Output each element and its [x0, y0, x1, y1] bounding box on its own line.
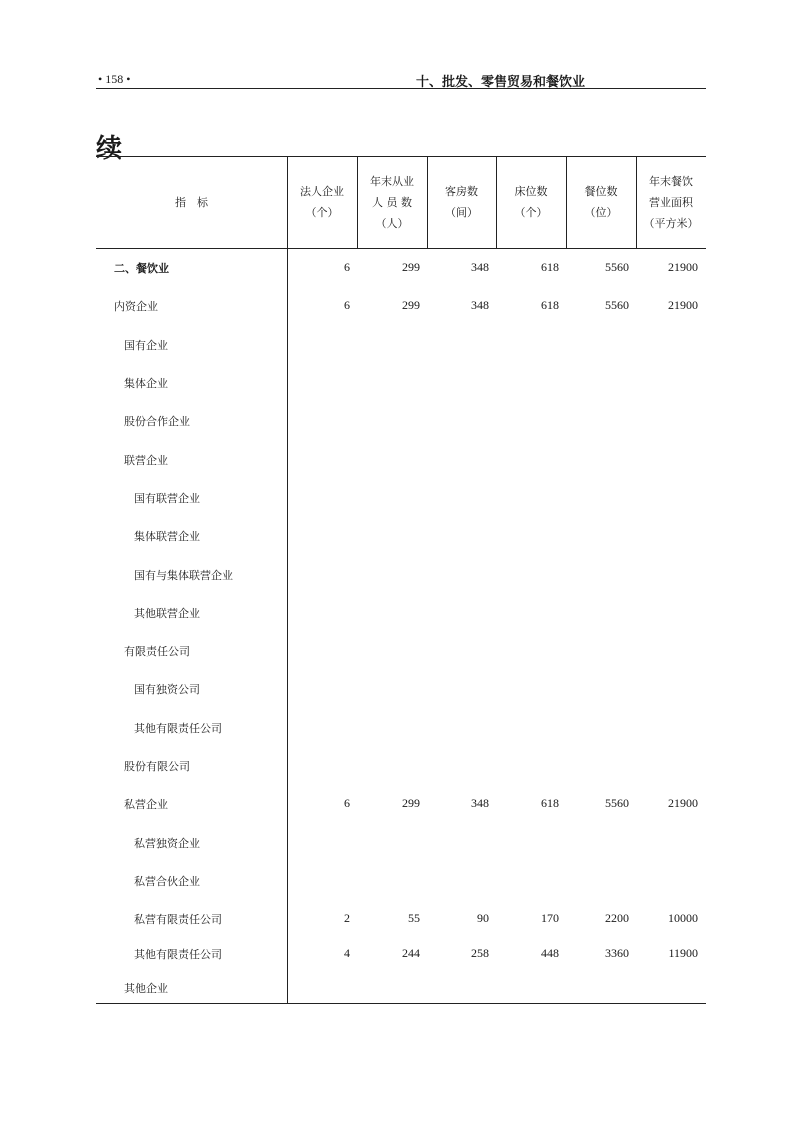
table-row — [96, 643, 706, 661]
row-label: 集体联营企业 — [134, 530, 200, 543]
column-header: 年末从业 人 员 数 （人） — [370, 174, 414, 230]
table-row — [96, 490, 706, 508]
page-number: • 158 • — [98, 72, 131, 86]
table-row — [96, 911, 706, 929]
row-label: 股份合作企业 — [124, 415, 190, 428]
running-header — [96, 70, 706, 89]
row-label: 私营独资企业 — [134, 837, 200, 850]
table-bottom-rule — [96, 1003, 706, 1004]
table-row — [96, 681, 706, 699]
table-row — [96, 260, 706, 278]
cell-value: 244 — [402, 946, 420, 960]
cell-value: 348 — [471, 796, 489, 810]
cell-value: 618 — [541, 298, 559, 312]
table-row — [96, 605, 706, 623]
table-row — [96, 452, 706, 470]
table-row — [96, 873, 706, 891]
column-header: 餐位数 （位） — [584, 185, 618, 219]
continued-label: 续 — [96, 134, 123, 164]
table-row — [96, 758, 706, 776]
row-label: 其他企业 — [124, 982, 168, 995]
cell-value: 5560 — [605, 298, 629, 312]
row-label: 私营合伙企业 — [134, 875, 200, 888]
chapter-title: 十、批发、零售贸易和餐饮业 — [416, 75, 586, 90]
row-label: 私营有限责任公司 — [134, 913, 222, 926]
row-label: 国有与集体联营企业 — [134, 569, 233, 582]
cell-value: 21900 — [668, 298, 698, 312]
cell-value: 2200 — [605, 911, 629, 925]
cell-value: 3360 — [605, 946, 629, 960]
table-row — [96, 375, 706, 393]
cell-value: 10000 — [668, 911, 698, 925]
column-header: 年末餐饮 营业面积 （平方米） — [643, 174, 699, 230]
cell-value: 90 — [477, 911, 489, 925]
row-label: 国有企业 — [124, 339, 168, 352]
cell-value: 6 — [344, 796, 350, 810]
row-label: 联营企业 — [124, 454, 168, 467]
cell-value: 2 — [344, 911, 350, 925]
cell-value: 21900 — [668, 260, 698, 274]
header-bottom-rule — [96, 248, 706, 249]
cell-value: 299 — [402, 260, 420, 274]
cell-value: 6 — [344, 260, 350, 274]
cell-value: 4 — [344, 946, 350, 960]
cell-value: 618 — [541, 796, 559, 810]
row-label: 其他联营企业 — [134, 607, 200, 620]
column-header: 床位数 （个） — [514, 185, 548, 219]
table-row — [96, 946, 706, 964]
cell-value: 618 — [541, 260, 559, 274]
cell-value: 258 — [471, 946, 489, 960]
table-row — [96, 337, 706, 355]
table-row — [96, 835, 706, 853]
cell-value: 448 — [541, 946, 559, 960]
table-row — [96, 796, 706, 814]
row-label: 股份有限公司 — [124, 760, 190, 773]
column-header: 客房数 （间） — [445, 185, 478, 219]
cell-value: 348 — [471, 260, 489, 274]
row-label: 二、餐饮业 — [114, 262, 169, 275]
cell-value: 55 — [408, 911, 420, 925]
row-label: 内资企业 — [114, 300, 158, 313]
table-row — [96, 980, 706, 998]
column-header-indicator: 指 标 — [175, 195, 208, 209]
cell-value: 299 — [402, 796, 420, 810]
row-label: 国有联营企业 — [134, 492, 200, 505]
cell-value: 299 — [402, 298, 420, 312]
table-row — [96, 567, 706, 585]
cell-value: 21900 — [668, 796, 698, 810]
cell-value: 11900 — [668, 946, 698, 960]
column-header: 法人企业 （个） — [300, 185, 344, 219]
cell-value: 170 — [541, 911, 559, 925]
cell-value: 6 — [344, 298, 350, 312]
cell-value: 5560 — [605, 260, 629, 274]
row-label: 其他有限责任公司 — [134, 948, 222, 961]
row-label: 其他有限责任公司 — [134, 722, 222, 735]
table-row — [96, 720, 706, 738]
table-row — [96, 528, 706, 546]
row-label: 集体企业 — [124, 377, 168, 390]
row-label: 国有独资公司 — [134, 683, 200, 696]
table-row — [96, 413, 706, 431]
row-label: 有限责任公司 — [124, 645, 190, 658]
cell-value: 348 — [471, 298, 489, 312]
row-label: 私营企业 — [124, 798, 168, 811]
table-row — [96, 298, 706, 316]
cell-value: 5560 — [605, 796, 629, 810]
